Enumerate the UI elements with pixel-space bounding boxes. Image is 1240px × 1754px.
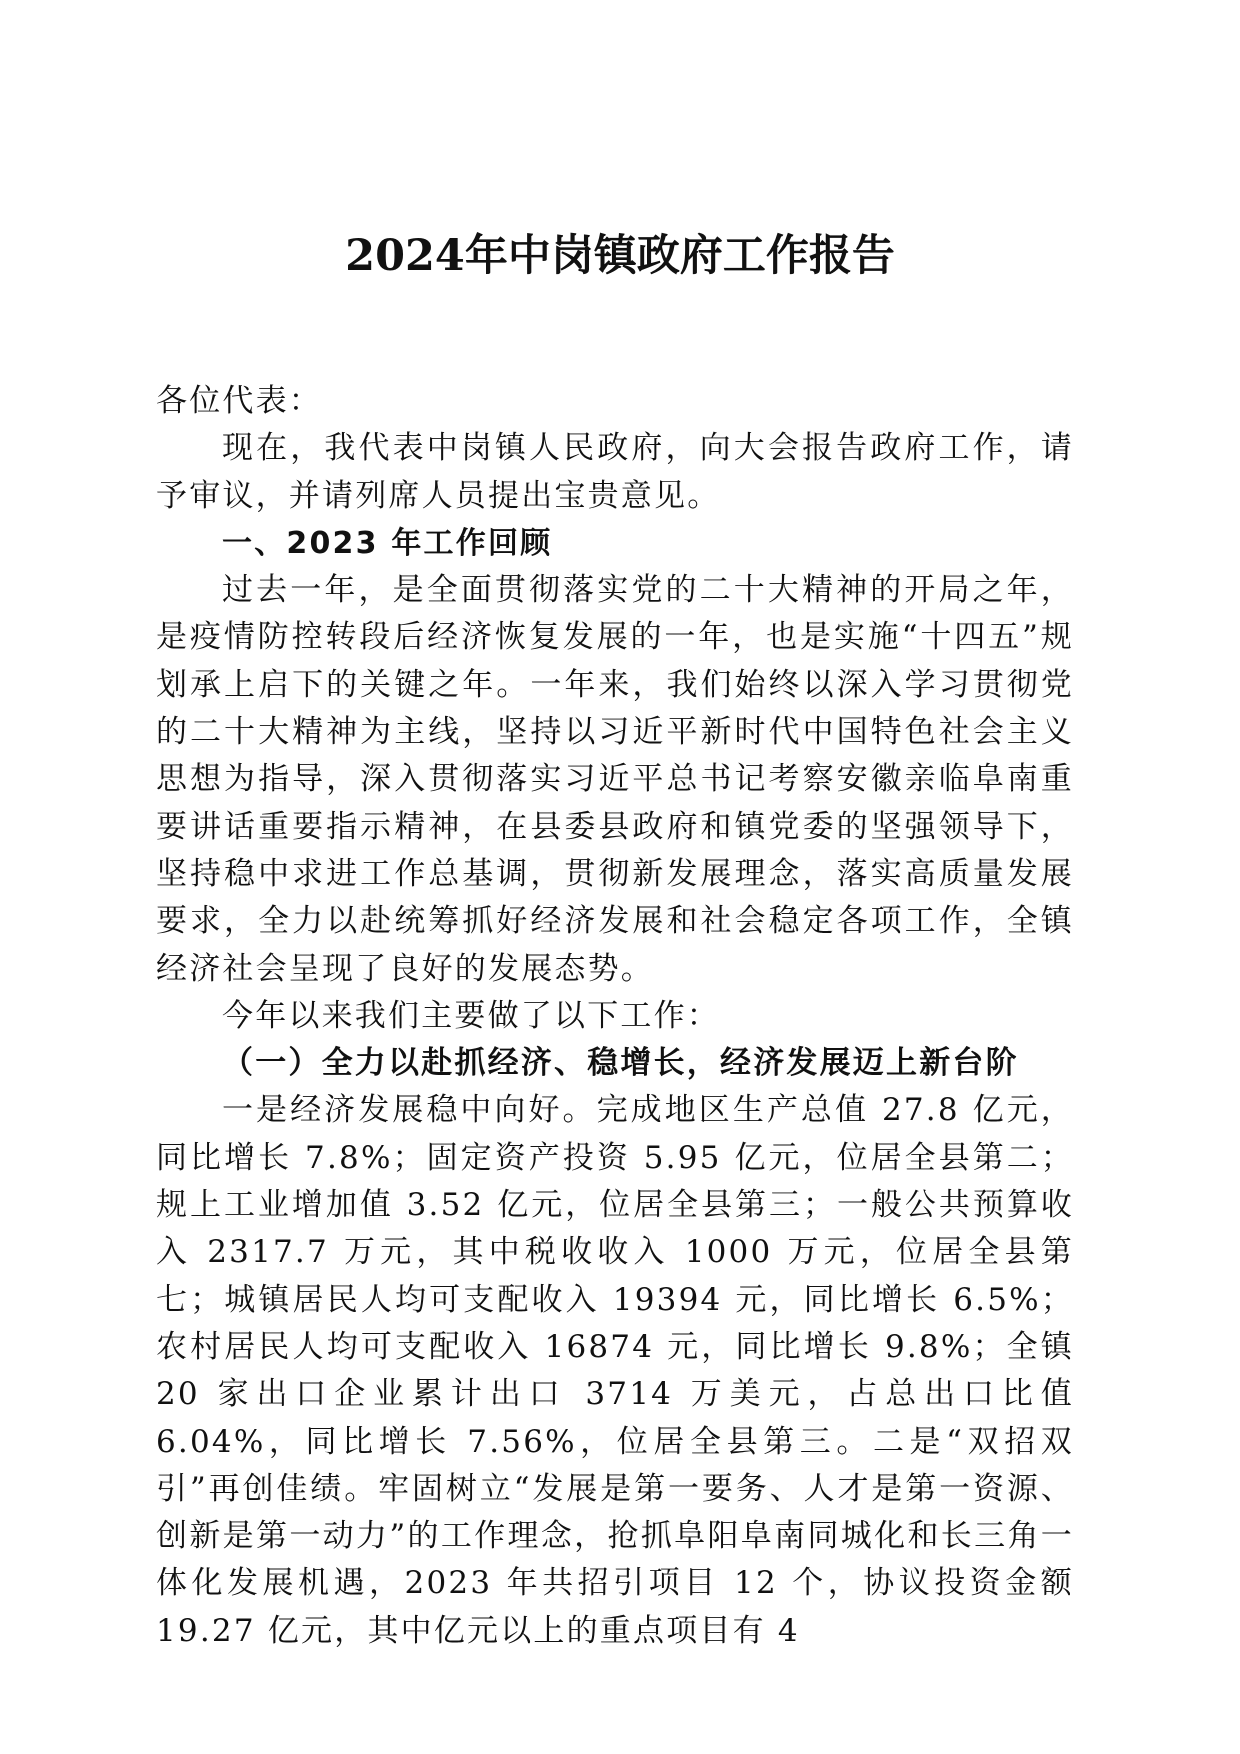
- document-title: 2024年中岗镇政府工作报告: [345, 231, 895, 281]
- opening-paragraph: 现在，我代表中岗镇人民政府，向大会报告政府工作，请予审议，并请列席人员提出宝贵意见。: [156, 430, 1074, 514]
- subsection-heading-economy: （一）全力以赴抓经济、稳增长，经济发展迈上新台阶: [222, 1045, 1019, 1082]
- section-heading-review: 一、2023 年工作回顾: [222, 525, 553, 561]
- document-body: [156, 378, 1074, 1655]
- economy-paragraph: 一是经济发展稳中向好。完成地区生产总值 27.8 亿元，同比增长 7.8%；固定资产投资 5.95 亿元，位居全县第二；规上工业增加值 3.52 亿元，位居全县第三；一般公共预算收入 2317.7 万元，其中税收收入 1000 万元，位居全县第七；城镇居民人均可支配收入 19394 元，同比增长 6.5%；农村居民人均可支配收入 16874 元，同比增长 9.8%；全镇 20 家出口企业累计出口 3714 万美元，占总出口比值 6.04%，同比增长 7.56%，位居全县第三。二是“双招双引”再创佳绩。牢固树立“发展是第一要务、人才是第一资源、创新是第一动力”的工作理念，抢抓阜阳阜南同城化和长三角一体化发展机遇，2023 年共招引项目 12 个，协议投资金额 19.27 亿元，其中亿元以上的重点项目有 4: [156, 1092, 1074, 1649]
- review-paragraph: 过去一年，是全面贯彻落实党的二十大精神的开局之年，是疫情防控转段后经济恢复发展的一年，也是实施“十四五”规划承上启下的关键之年。一年来，我们始终以深入学习贯彻党的二十大精神为主线，坚持以习近平新时代中国特色社会主义思想为指导，深入贯彻落实习近平总书记考察安徽亲临阜南重要讲话重要指示精神，在县委县政府和镇党委的坚强领导下，坚持稳中求进工作总基调，贯彻新发展理念，落实高质量发展要求，全力以赴统筹抓好经济发展和社会稳定各项工作，全镇经济社会呈现了良好的发展态势。: [156, 572, 1074, 987]
- work-intro-paragraph: 今年以来我们主要做了以下工作：: [222, 997, 720, 1034]
- salutation: 各位代表：: [156, 383, 322, 419]
